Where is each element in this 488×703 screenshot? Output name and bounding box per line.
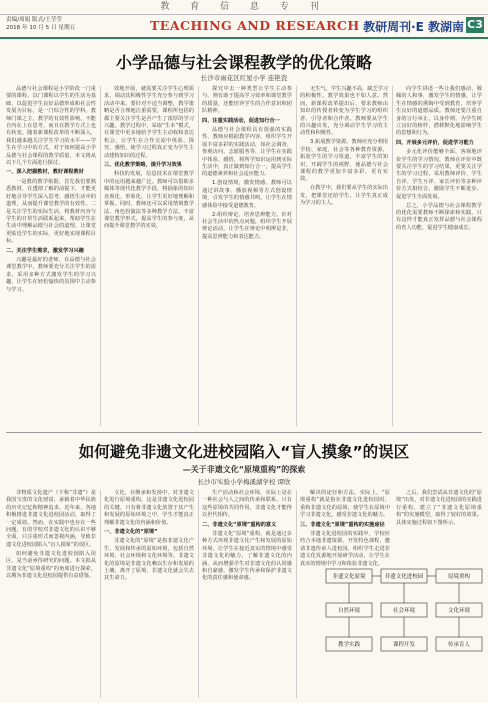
paragraph: 科技的发展，信息技术在课堂教学中的运用越来越广泛。教师可以借助多媒体等现代化教学手段，将抽象的知识直观化、形象化，让学生更好地理解和掌握。同时，教师还可以采用情境教学法、角色扮演法等多种教学方法，丰富课堂教学形式，提高学生的参与度，从而提升课堂教学的实效。 [104, 171, 194, 230]
section-heading: 三、非遗文化“原境”重构的实施途径 [300, 521, 385, 528]
diagram-label: 文化环境 [447, 608, 471, 614]
diagram-label: 课程开发 [392, 642, 416, 648]
section-heading: 三、优化教学策略，提升学习效果 [104, 162, 182, 169]
article1-column-2 [104, 86, 194, 426]
issue-date: 2018 年 10 月 5 日 星期五 [6, 24, 76, 31]
column-rule [100, 86, 101, 426]
diagram-label: 传承育人 [447, 642, 471, 648]
paragraph: 3.拓展教学资源。教师应充分利用学校、家庭、社会等各种教育资源，拓宽学生的学习渠道，丰富学生的知识，开阔学生的视野，使品德与社会课程的教学更加丰富多彩，更有实效。 [300, 139, 388, 183]
paragraph: 2.组织辩论，培养思辨能力。针对社会生活中的热点问题，组织学生开展辩论活动，让学生在辩论中明辨是非，提高思辨能力和表达能力。 [202, 211, 292, 240]
paragraph: 生产活动和社会环境，实际上是在一种社会与人之间的传承和联系，只有这些原境的共同作用，非遗文化才能得以世代相传。 [202, 490, 292, 519]
article1-title: 小学品德与社会课程教学的优化策略 [115, 53, 372, 72]
diagram-label: 社会环境 [392, 608, 416, 614]
paragraph: 非遗文化的“原境”是指非遗文化产生、发展和传承的原始环境，包括自然环境、社会环境和文化环境等。非遗文化的原境是非遗文化赖以生存和发展的土壤，离开了原境，非遗文化就会失去其生命力。 [104, 538, 194, 582]
article2-column-4 [300, 490, 390, 567]
section-heading: 四、开展多元评价，促进学习能力 [396, 139, 474, 146]
paragraph: 探究中去一种类型让学生主动参与，则有助于提高学习效率和课堂教学的质量，还能培养学生的合作意识和团队精神。 [202, 86, 292, 115]
section-heading: 二、关注学生需求，激发学习兴趣 [6, 247, 84, 254]
article2-byline: 长沙市实验小学梅溪湖学校 谭欣 [197, 478, 291, 486]
section-heading: 二、非遗文化“原境”重构的意义 [202, 521, 277, 528]
paragraph: 非遗文化进校园的实践中，学校应结合本地非遗资源，开发特色课程，邀请非遗传承人进校园，组织学生走进非遗文化发源地开展研学活动，让学生在真实的情境中学习和体验非遗文化。 [300, 531, 390, 567]
article2-title: 如何避免非遗文化进校园陷入“盲人摸象”的误区 [78, 443, 410, 461]
paragraph: 如何避免非遗文化进校园陷入误区，是当前亟待研究的问题。本文拟从非遗文化“原境重构”的角度进行探索，以期为非遗文化进校园提供有益借鉴。 [6, 550, 96, 579]
section-title-cn: 教研周刊·E 教湖南 [363, 20, 464, 34]
article2-column-5 [396, 490, 482, 562]
paragraph: 文化，在继承和发扬中，对非遗文化进行原境重构，这是非遗文化进校园的关键。只有将非遗文化放置于其产生和发展的原始环境之中，学生才能真正理解非遗文化的内涵和价值。 [104, 490, 194, 526]
article1-column-3 [202, 86, 292, 426]
paragraph: 1.创设情境，激发情感。教师可以通过讲故事、播放视频等方式创设情境，引发学生的情感共鸣，让学生在情感体验中接受道德教育。 [202, 180, 292, 209]
paragraph: 无生气，学生兴趣不高，缺乏学习的积极性。教学效果也不如人意。然而，新课程改革提出后，要求教师由知识的传授者转变为学生学习的组织者、引导者和合作者。教师要从学生的兴趣出发，充分调动学生学习的主动性和积极性。 [300, 86, 388, 137]
editor-credit: 责编/周娟 版式/王莹莹 [6, 17, 62, 23]
reconstruction-flow-diagram [324, 565, 484, 660]
paragraph: 一是教的教学依据，首先我们要熟悉教材，在透彻了解的前提下，才能更好地引导学生深入思考，感悟生活中的道理，从而提升课堂教学的有效性。二是关注学生的实际生活，将教材内容与学生的日常生活联系起来，帮助学生在生活中理解品德与社会的道理，让课堂更贴近学生的实际，更好地实现课程目标。 [6, 178, 96, 245]
diagram-label: 非遗文化原境 [332, 574, 366, 580]
paragraph: 非物质文化遗产（下称“非遗”）是我国宝贵的文化财富，承载着中华民族的历史记忆和精神追求。近年来，各地积极推进非遗文化进校园活动，取得了一定成效。然而，在实践中也存在一些问题，有的学校对非遗文化的认识不够全面，只注重形式而忽视内涵，导致非遗文化进校园陷入“盲人摸象”的误区。 [6, 490, 96, 548]
diagram-label: 教学实践 [337, 642, 361, 648]
page-number: C3 [467, 18, 483, 31]
article2-subtitle: —关于非遗文化“原境重构”的探索 [182, 465, 306, 474]
paragraph: 在教学中，我们要从学生的实际出发，把课堂还给学生，让学生真正成为学习的主人。 [300, 185, 388, 207]
section-heading: 一、深入把握教材，教好课程教材 [6, 169, 84, 176]
article1-column-4 [300, 86, 388, 426]
paragraph: 效地开展，就需要关注学生心理需求，调动其积极性学生充分参与到学习活动中来。要针对不适当调整，教学策略是否合理地注重需要，课程所包括的都主要关注学生是否产生了浓厚的学习兴趣。教学过程中，采取“生本”模式，在课堂中更多地给予学生主动权和表达机会，让学生在合作交流中体验、探究、感悟，使学习过程真正变为学生主动建构知识的过程。 [104, 86, 194, 159]
article2-column-1 [6, 490, 96, 698]
section-divider [6, 432, 482, 433]
article1-column-5 [396, 86, 482, 426]
paragraph: 品德与社会课程具有很强的实践性，教师应根据教学内容，组织学生开展丰富多彩的实践活动，如社会调查、参观访问、志愿服务等，让学生在实践中体验、感悟，将所学知识运用到实际生活中，真正做到知行合一，提高学生的道德素养和社会适应能力。 [202, 127, 292, 178]
paragraph: 总之，小学品德与社会课程教学的优化需要教师不断探索和实践，只有这样才能真正发挥品德与社会课程的育人功能，促进学生健康成长。 [396, 202, 482, 231]
column-rule [392, 86, 393, 426]
diagram-label: 原境重构 [447, 574, 471, 580]
article2-column-2 [104, 490, 194, 698]
paragraph: 非遗文化“原境”重构，就是通过多种方式再现非遗文化产生和发展的原始环境，让学生在接近真实的情境中感受非遗文化的魅力，了解非遗文化的内涵，从而增强学生对非遗文化的认同感和自豪感，激发学生传承和保护非遗文化的责任感和使命感。 [202, 531, 292, 582]
paragraph: 向学生讲述一些让我们感动、敬佩的人和事，激发学生的情感，让学生在情感的熏陶中受到教育，培养学生良好的道德品质。教师还要注重自身的言行举止，以身作则，为学生树立良好的榜样，潜移默化地影响学生的思想和行为。 [396, 86, 482, 137]
paragraph: 之后，我们尝试从非遗文化的“原境”出发，对非遗文化进校园的实践进行重构，建立了“非遗文化原境重构”的实施模型，取得了较好的效果。具体实施过程如下图所示。 [396, 490, 482, 526]
masthead-credits [6, 17, 75, 32]
column-rule [296, 490, 297, 698]
section-heading: 四、注重实践活动，促进知行合一 [202, 117, 280, 124]
section-title-en: TEACHING AND RESEARCH [150, 18, 360, 33]
section-heading: 一、非遗文化的“原境” [104, 529, 158, 536]
paragraph: 解决的途径和方法，实际上，“原境重构”就是指在非遗文化进校园时，重构非遗文化的原境，使学生在原境中学习非遗文化，感受非遗文化的魅力。 [300, 490, 390, 519]
diagram-label: 非遗文化进校园 [384, 574, 424, 580]
article1-byline: 长沙市雨花区红星小学 连艳瓷 [200, 74, 288, 82]
article2-column-3 [202, 490, 292, 698]
flow-diagram-svg [324, 565, 484, 660]
diagram-label: 自然环境 [337, 608, 361, 614]
paragraph: 多元化评价能够全面、客观地评价学生的学习情况，教师在评价中既要关注学生的学习结果，更要关注学生的学习过程，采用教师评价、学生自评、学生互评、家长评价等多种评价方式相结合，激励学生不断进步，促进学生全面发展。 [396, 149, 482, 200]
paragraph: 品德与社会课程是小学阶段一门重要的课程，以门课程以学生的生活为基础，以促进学生良好品德形成和社会性发展为目标，是一门综合性的学科。教师门课之主，教学的有效性影响，不能自内在上在思考，而且在教学方式上也有转变。随着新课程改革的不断深入，我们越来越关注学生学习的水平——学生在学习中的方式。对于如何提高小学品德与社会课程的教学质量，本文将从以下几个方面进行探讨。 [6, 86, 96, 167]
masthead [0, 14, 488, 39]
paper-banner: 教 育 信 息 专 刊 [160, 2, 328, 12]
column-rule [100, 490, 101, 698]
paragraph: 兴趣是最好的老师，在品德与社会课堂教学中，教师要充分关注学生的需求，采用多种方式激发学生的学习兴趣，让学生在轻松愉快的氛围中主动参与学习。 [6, 256, 96, 293]
article1-column-1 [6, 86, 96, 426]
column-rule [198, 490, 199, 698]
column-rule [296, 86, 297, 426]
column-rule [198, 86, 199, 426]
